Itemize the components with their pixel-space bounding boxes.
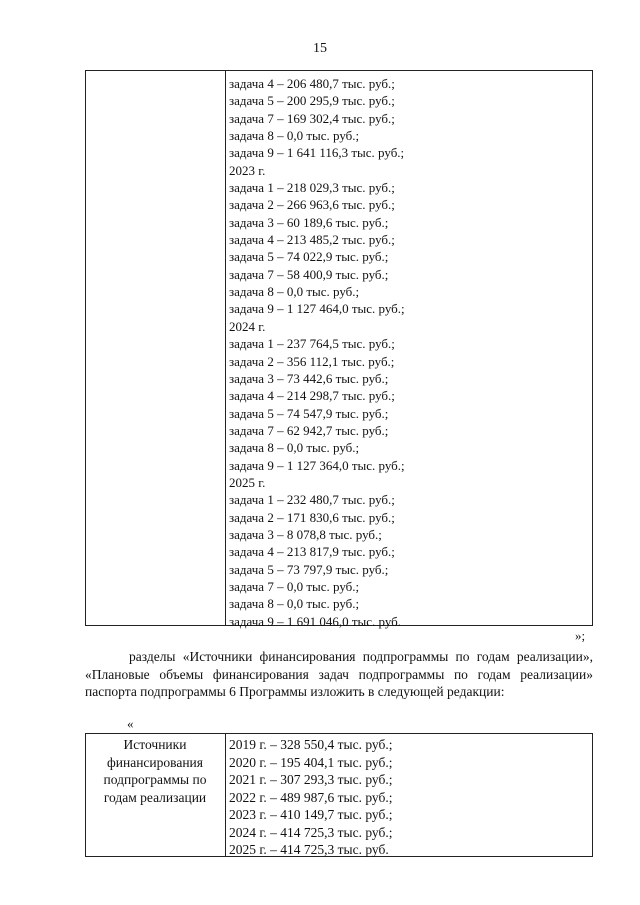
funding-line: задача 8 – 0,0 тыс. руб.; bbox=[229, 128, 360, 144]
funding-line: задача 7 – 0,0 тыс. руб.; bbox=[229, 578, 360, 594]
funding-line: задача 8 – 0,0 тыс. руб.; bbox=[229, 440, 360, 456]
funding-line: 2025 г. – 414 725,3 тыс. руб. bbox=[229, 842, 389, 857]
funding-line: задача 9 – 1 641 116,3 тыс. руб.; bbox=[229, 145, 405, 161]
funding-line: задача 4 – 213 485,2 тыс. руб.; bbox=[229, 232, 395, 248]
funding-sources-label: Источники финансирования подпрограммы по годам реализации bbox=[103, 737, 207, 805]
funding-line: задача 3 – 60 189,6 тыс. руб.; bbox=[229, 214, 389, 230]
funding-sources-table bbox=[85, 733, 593, 857]
funding-line: 2020 г. – 195 404,1 тыс. руб.; bbox=[229, 754, 393, 770]
funding-line: 2025 г. bbox=[229, 474, 266, 490]
column-divider bbox=[225, 734, 226, 856]
column-divider bbox=[225, 71, 226, 625]
funding-line: 2019 г. – 328 550,4 тыс. руб.; bbox=[229, 737, 393, 752]
yearly-funding-list bbox=[229, 736, 393, 859]
funding-line: задача 7 – 58 400,9 тыс. руб.; bbox=[229, 266, 389, 282]
funding-line: задача 5 – 74 022,9 тыс. руб.; bbox=[229, 249, 389, 265]
funding-line: задача 9 – 1 691 046,0 тыс. руб. bbox=[229, 613, 402, 629]
funding-line: 2022 г. – 489 987,6 тыс. руб.; bbox=[229, 789, 393, 805]
page-number: 15 bbox=[313, 41, 327, 56]
opening-quote: « bbox=[127, 716, 134, 731]
funding-line: задача 1 – 218 029,3 тыс. руб.; bbox=[229, 180, 395, 196]
funding-line: 2023 г. – 410 149,7 тыс. руб.; bbox=[229, 807, 393, 822]
funding-line: 2024 г. – 414 725,3 тыс. руб.; bbox=[229, 824, 393, 840]
amendment-paragraph: разделы «Источники финансирования подпрограммы по годам реализации», «Плановые объемы финансирования задач подпрограммы по годам реализации» паспорта подпрограммы 6 Программы изложить в следующей редакции: bbox=[85, 649, 593, 700]
funding-line: задача 9 – 1 127 464,0 тыс. руб.; bbox=[229, 301, 405, 317]
funding-line: задача 5 – 73 797,9 тыс. руб.; bbox=[229, 561, 389, 577]
closing-quote: »; bbox=[575, 628, 586, 643]
funding-line: задача 7 – 62 942,7 тыс. руб.; bbox=[229, 422, 389, 438]
funding-line: задача 8 – 0,0 тыс. руб.; bbox=[229, 596, 360, 612]
funding-line: задача 2 – 171 830,6 тыс. руб.; bbox=[229, 509, 395, 525]
funding-line: 2024 г. bbox=[229, 318, 266, 334]
funding-line: задача 9 – 1 127 364,0 тыс. руб.; bbox=[229, 457, 405, 473]
funding-line: задача 2 – 356 112,1 тыс. руб.; bbox=[229, 353, 395, 369]
funding-line: 2023 г. bbox=[229, 162, 266, 178]
funding-line: задача 7 – 169 302,4 тыс. руб.; bbox=[229, 110, 395, 126]
funding-line: задача 8 – 0,0 тыс. руб.; bbox=[229, 284, 360, 300]
funding-line: задача 1 – 237 764,5 тыс. руб.; bbox=[229, 336, 395, 352]
funding-line: задача 3 – 8 078,8 тыс. руб.; bbox=[229, 526, 382, 542]
funding-line: задача 4 – 214 298,7 тыс. руб.; bbox=[229, 388, 395, 404]
funding-line: задача 5 – 200 295,9 тыс. руб.; bbox=[229, 93, 395, 109]
task-funding-list bbox=[229, 75, 405, 630]
funding-line: задача 4 – 206 480,7 тыс. руб.; bbox=[229, 76, 395, 91]
funding-line: задача 3 – 73 442,6 тыс. руб.; bbox=[229, 370, 389, 386]
funding-line: задача 5 – 74 547,9 тыс. руб.; bbox=[229, 405, 389, 421]
funding-tasks-table bbox=[85, 70, 593, 629]
funding-line: задача 1 – 232 480,7 тыс. руб.; bbox=[229, 492, 395, 508]
funding-line: 2021 г. – 307 293,3 тыс. руб.; bbox=[229, 772, 393, 787]
funding-line: задача 2 – 266 963,6 тыс. руб.; bbox=[229, 197, 395, 213]
funding-line: задача 4 – 213 817,9 тыс. руб.; bbox=[229, 544, 395, 560]
